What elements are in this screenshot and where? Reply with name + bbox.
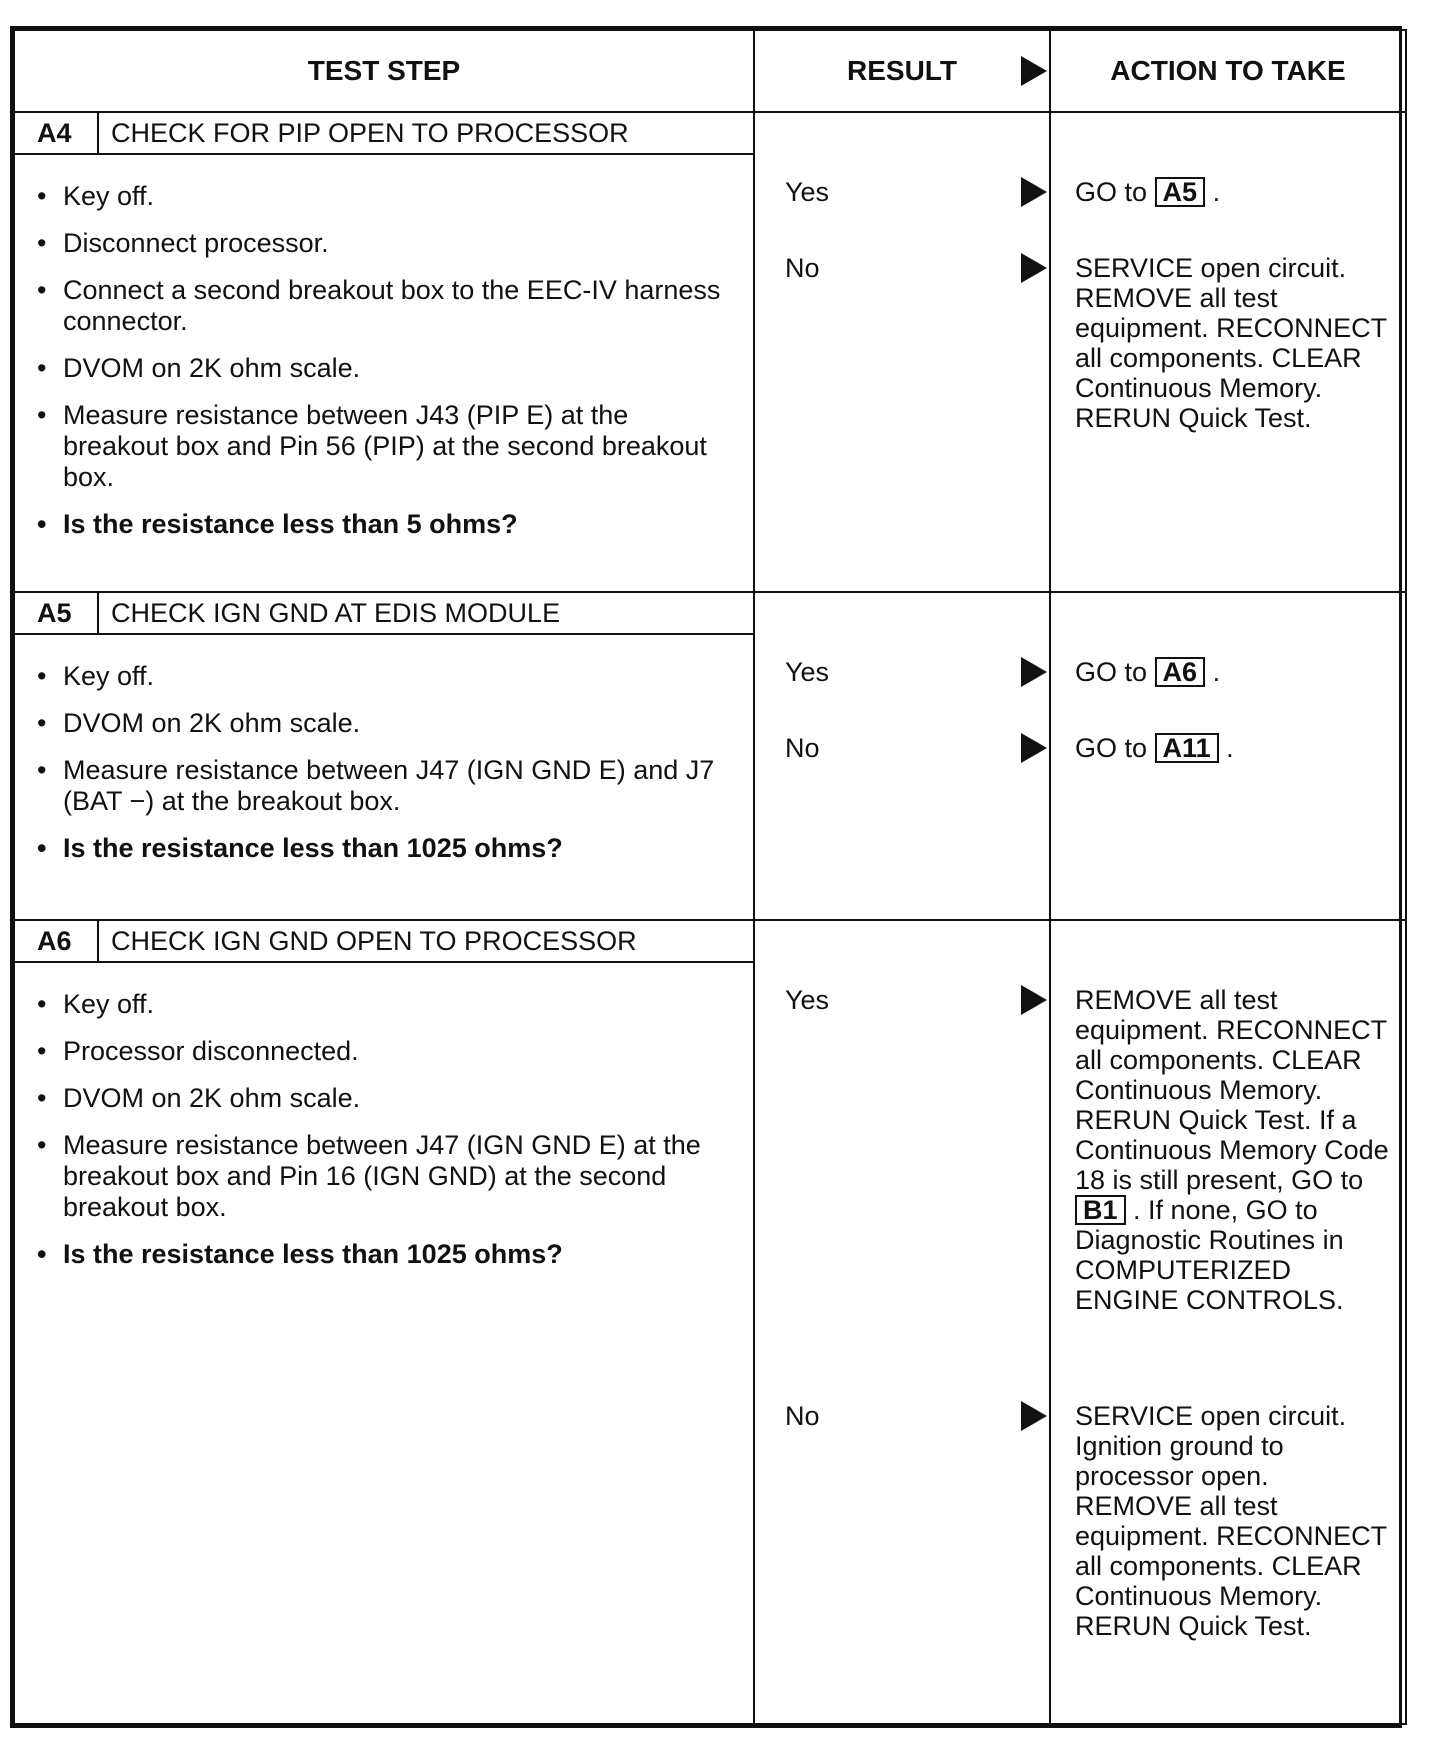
arrow-right-icon xyxy=(1021,1401,1047,1431)
list-item: • Key off. xyxy=(37,661,723,692)
action-text: REMOVE all test equipment. RECONNECT all components. CLEAR Continuous Memory. RERUN Quick Test. If a Continuous Memory Code 18 is still present, GO to xyxy=(1075,985,1389,1195)
header-result-cell xyxy=(754,30,1050,112)
header-action: ACTION TO TAKE xyxy=(1050,30,1406,112)
arrow-right-icon xyxy=(1021,733,1047,763)
step-row-a4 xyxy=(14,112,1406,592)
list-item: • Measure resistance between J47 (IGN GND E) at the breakout box and Pin 16 (IGN GND) at the second breakout box. xyxy=(37,1130,723,1223)
action-text-suffix: . xyxy=(1226,733,1234,763)
step-id: A5 xyxy=(15,593,99,633)
step-title: CHECK FOR PIP OPEN TO PROCESSOR xyxy=(111,117,629,148)
action-yes xyxy=(1075,985,1391,1315)
action-text: GO to xyxy=(1075,733,1148,763)
result-cell xyxy=(754,112,1050,592)
action-no: SERVICE open circuit. REMOVE all test equipment. RECONNECT all components. CLEAR Continuous Memory. RERUN Quick Test. xyxy=(1075,253,1387,433)
result-no: No xyxy=(785,253,820,283)
result-no: No xyxy=(785,733,820,763)
test-step-cell xyxy=(14,112,754,592)
step-title: CHECK IGN GND OPEN TO PROCESSOR xyxy=(111,925,637,956)
action-text-suffix: . xyxy=(1212,177,1221,207)
action-no: SERVICE open circuit. Ignition ground to processor open. REMOVE all test equipment. RECONNECT all components. CLEAR Continuous Memory. RERUN Quick Test. xyxy=(1075,1401,1387,1641)
diagnostic-table-page xyxy=(10,26,1402,1728)
step-row-a5 xyxy=(14,592,1406,920)
list-item: • Measure resistance between J47 (IGN GND E) and J7 (BAT −) at the breakout box. xyxy=(37,755,723,817)
header-test-step: TEST STEP xyxy=(14,30,754,112)
list-item: • Connect a second breakout box to the EEC-IV harness connector. xyxy=(37,275,723,337)
list-item: • Disconnect processor. xyxy=(37,228,723,259)
action-cell xyxy=(1050,920,1406,1724)
result-yes: Yes xyxy=(785,657,830,687)
table-header-row xyxy=(14,30,1406,112)
step-reference-link[interactable]: A11 xyxy=(1155,733,1219,763)
step-bullets xyxy=(15,989,753,1270)
list-item: • Key off. xyxy=(37,181,723,212)
action-no xyxy=(1075,733,1391,763)
arrow-right-icon xyxy=(1021,657,1047,687)
arrow-right-icon xyxy=(1021,177,1047,207)
action-text-suffix: . If none, GO to Diagnostic Routines in COMPUTERIZED ENGINE CONTROLS. xyxy=(1075,1195,1344,1315)
step-title: CHECK IGN GND AT EDIS MODULE xyxy=(111,597,561,628)
step-question: • Is the resistance less than 5 ohms? xyxy=(37,509,723,540)
step-id: A6 xyxy=(15,921,99,961)
action-text: GO to xyxy=(1075,657,1148,687)
test-step-cell xyxy=(14,592,754,920)
step-title-bar xyxy=(15,593,755,635)
list-item: • DVOM on 2K ohm scale. xyxy=(37,353,723,384)
test-step-cell xyxy=(14,920,754,1724)
step-question: • Is the resistance less than 1025 ohms? xyxy=(37,1239,723,1270)
step-bullets xyxy=(15,181,753,540)
step-reference-link[interactable]: A5 xyxy=(1155,177,1206,207)
step-reference-link[interactable]: A6 xyxy=(1155,657,1206,687)
action-cell xyxy=(1050,592,1406,920)
arrow-right-icon xyxy=(1021,985,1047,1015)
arrow-right-icon xyxy=(1021,253,1047,283)
list-item: • DVOM on 2K ohm scale. xyxy=(37,708,723,739)
step-row-a6 xyxy=(14,920,1406,1724)
list-item: • Processor disconnected. xyxy=(37,1036,723,1067)
list-item: • DVOM on 2K ohm scale. xyxy=(37,1083,723,1114)
step-bullets xyxy=(15,661,753,864)
step-title-bar xyxy=(15,113,755,155)
step-reference-link[interactable]: B1 xyxy=(1075,1195,1126,1225)
action-text: GO to xyxy=(1075,177,1148,207)
result-yes: Yes xyxy=(785,985,830,1015)
list-item: • Measure resistance between J43 (PIP E) at the breakout box and Pin 56 (PIP) at the second breakout box. xyxy=(37,400,723,493)
list-item: • Key off. xyxy=(37,989,723,1020)
header-result: RESULT xyxy=(847,55,957,86)
result-yes: Yes xyxy=(785,177,830,207)
diagnostic-table xyxy=(13,29,1407,1725)
result-cell xyxy=(754,920,1050,1724)
step-question: • Is the resistance less than 1025 ohms? xyxy=(37,833,723,864)
step-id: A4 xyxy=(15,113,99,153)
action-yes xyxy=(1075,177,1391,207)
result-cell xyxy=(754,592,1050,920)
action-cell xyxy=(1050,112,1406,592)
action-text-suffix: . xyxy=(1212,657,1221,687)
arrow-right-icon xyxy=(1021,56,1047,86)
step-title-bar xyxy=(15,921,755,963)
action-yes xyxy=(1075,657,1391,687)
result-no: No xyxy=(785,1401,820,1431)
